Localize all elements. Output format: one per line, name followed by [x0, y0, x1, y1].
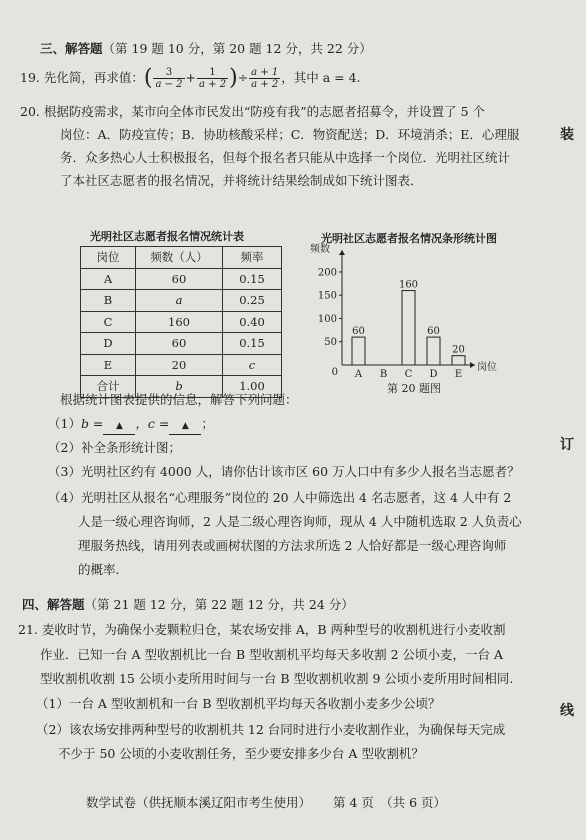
- x-tick-label: A: [354, 369, 363, 380]
- subquestion-2: （2）补全条形统计图；: [48, 440, 181, 455]
- question-20-line-2: 岗位：A．防疫宣传；B．协助核酸采样；C．物资配送；D．环境消杀；E．心理服: [60, 127, 520, 142]
- footer-subject: 数学试卷（供抚顺本溪辽阳市考生使用）: [86, 795, 312, 810]
- question-21-subquestion-2-line-1: （2）该农场安排两种型号的收割机共 12 台同时进行小麦收割作业，为确保每天完成: [36, 722, 506, 737]
- question-number: 20.: [20, 104, 40, 119]
- question-21-subquestion-1: （1）一台 A 型收割机和一台 B 型收割机平均每天各收割小麦多少公顷？: [36, 696, 441, 711]
- question-number: 21.: [18, 622, 38, 637]
- table-header-cell: 频数（人）: [136, 247, 223, 269]
- binding-mark: 装: [560, 127, 574, 143]
- answer-blank[interactable]: ▲: [103, 416, 135, 435]
- table-title: 光明社区志愿者报名情况统计表: [90, 230, 244, 243]
- bar: [402, 291, 415, 365]
- origin-label: 0: [331, 367, 338, 378]
- question-21-line-1: 21. 麦收时节，为确保小麦颗粒归仓，某农场安排 A，B 两种型号的收割机进行小麦收割: [18, 622, 506, 637]
- table-row: C 160 0.40: [81, 311, 282, 333]
- left-paren: (: [143, 65, 153, 91]
- section-title: 三、解答题: [40, 41, 103, 56]
- data-label: 60: [352, 326, 365, 338]
- table-row: A 60 0.15: [81, 268, 282, 290]
- question-19: [20, 66, 361, 90]
- instruction-line: 根据统计图表提供的信息，解答下列问题：: [60, 392, 298, 407]
- divide-sign: ÷: [237, 70, 249, 85]
- question-number: 19.: [20, 70, 40, 85]
- question-21-subquestion-2-line-2: 不少于 50 公顷的小麦收割任务，至少要安排多少台 A 型收割机？: [58, 746, 424, 761]
- y-tick-label: 200: [317, 267, 337, 279]
- bar: [427, 337, 440, 365]
- x-tick-label: E: [454, 369, 463, 380]
- binding-mark: 线: [560, 703, 574, 719]
- data-label: 60: [427, 326, 440, 338]
- question-21-line-3: 型收割机收割 15 公顷小麦所用时间与一台 B 型收割机收割 9 公顷小麦所用时间相同.: [40, 671, 514, 686]
- x-tick-label: B: [379, 369, 388, 380]
- answer-blank[interactable]: ▲: [169, 416, 201, 435]
- y-axis-arrow: [339, 250, 345, 255]
- section-score-note: （第 21 题 12 分，第 22 题 12 分，共 24 分）: [84, 597, 354, 612]
- footer-page-number: 第 4 页 （共 6 页）: [332, 795, 447, 810]
- right-paren: ): [229, 65, 238, 91]
- footer: [86, 795, 446, 811]
- question-condition: ，其中 a = 4.: [281, 70, 361, 85]
- table-row: 合计 b 1.00: [81, 376, 282, 398]
- subquestion-4-line-2: 人是一级心理咨询师，2 人是二级心理咨询师，现从 4 人中随机选取 2 人负责心: [78, 514, 522, 529]
- subquestion-4-line-1: （4）光明社区从报名“心理服务”岗位的 20 人中筛选出 4 名志愿者，这 4 人中有 2: [48, 490, 512, 505]
- y-tick-label: 150: [317, 290, 337, 302]
- subquestion-1: （1）b = ▲ ，c = ▲ ；: [48, 416, 214, 435]
- x-tick-label: D: [429, 369, 438, 380]
- fraction-3: $\frac{a + 1}{a + 2}$: [251, 67, 279, 90]
- subquestion-4-line-3: 理服务热线，请用列表或画树状图的方法求所选 2 人恰好都是一级心理咨询师: [78, 538, 507, 553]
- plus-sign: +: [185, 70, 197, 85]
- section-title: 四、解答题: [22, 597, 85, 612]
- table-header-cell: 频率: [223, 247, 282, 269]
- fraction-2: $\frac{1}{a + 2}$: [199, 67, 227, 90]
- statistics-table: [80, 246, 282, 398]
- subquestion-3: （3）光明社区约有 4000 人，请你估计该市区 60 万人口中有多少人报名当志愿者？: [48, 464, 520, 479]
- data-label: 20: [452, 344, 465, 356]
- chart-title: 光明社区志愿者报名情况条形统计图: [321, 232, 497, 245]
- x-axis-label: 岗位: [477, 362, 497, 373]
- fraction-1: $\frac{3}{a - 2}$: [155, 67, 183, 90]
- bar-chart: [300, 240, 520, 400]
- question-lead: 先化简，再求值：: [43, 70, 144, 85]
- table-row: D 60 0.15: [81, 333, 282, 355]
- section-heading: [22, 597, 354, 613]
- table-header-row: [81, 247, 282, 269]
- question-20-line-4: 了本社区志愿者的报名情况，并将统计结果绘制成如下统计图表．: [60, 173, 423, 188]
- figure-caption: 第 20 题图: [387, 382, 441, 395]
- table-row: E 20 c: [81, 354, 282, 376]
- bar: [452, 356, 465, 365]
- question-20-line-1: 20. 根据防疫需求，某市向全体市民发出“防疫有我”的志愿者招募令，并设置了 5 个: [20, 104, 486, 119]
- subquestion-4-line-4: 的概率.: [78, 562, 120, 577]
- x-tick-label: C: [404, 369, 413, 380]
- question-20-line-3: 务．众多热心人士积极报名，但每个报名者只能从中选择一个岗位．光明社区统计: [60, 150, 511, 165]
- y-tick-label: 100: [317, 313, 337, 325]
- question-21-line-2: 作业．已知一台 A 型收割机比一台 B 型收割机平均每天多收割 2 公顷小麦，一台 A: [40, 647, 504, 662]
- binding-mark: 订: [560, 437, 574, 453]
- section-score-note: （第 19 题 10 分，第 20 题 12 分，共 22 分）: [102, 41, 372, 56]
- y-axis-label: 频数: [310, 244, 330, 255]
- x-axis-arrow: [470, 362, 475, 368]
- table-row: B a 0.25: [81, 290, 282, 312]
- bar: [352, 337, 365, 365]
- section-heading: [40, 41, 372, 57]
- table-header-cell: 岗位: [81, 247, 136, 269]
- data-label: 160: [398, 279, 419, 291]
- y-tick-label: 50: [324, 337, 337, 349]
